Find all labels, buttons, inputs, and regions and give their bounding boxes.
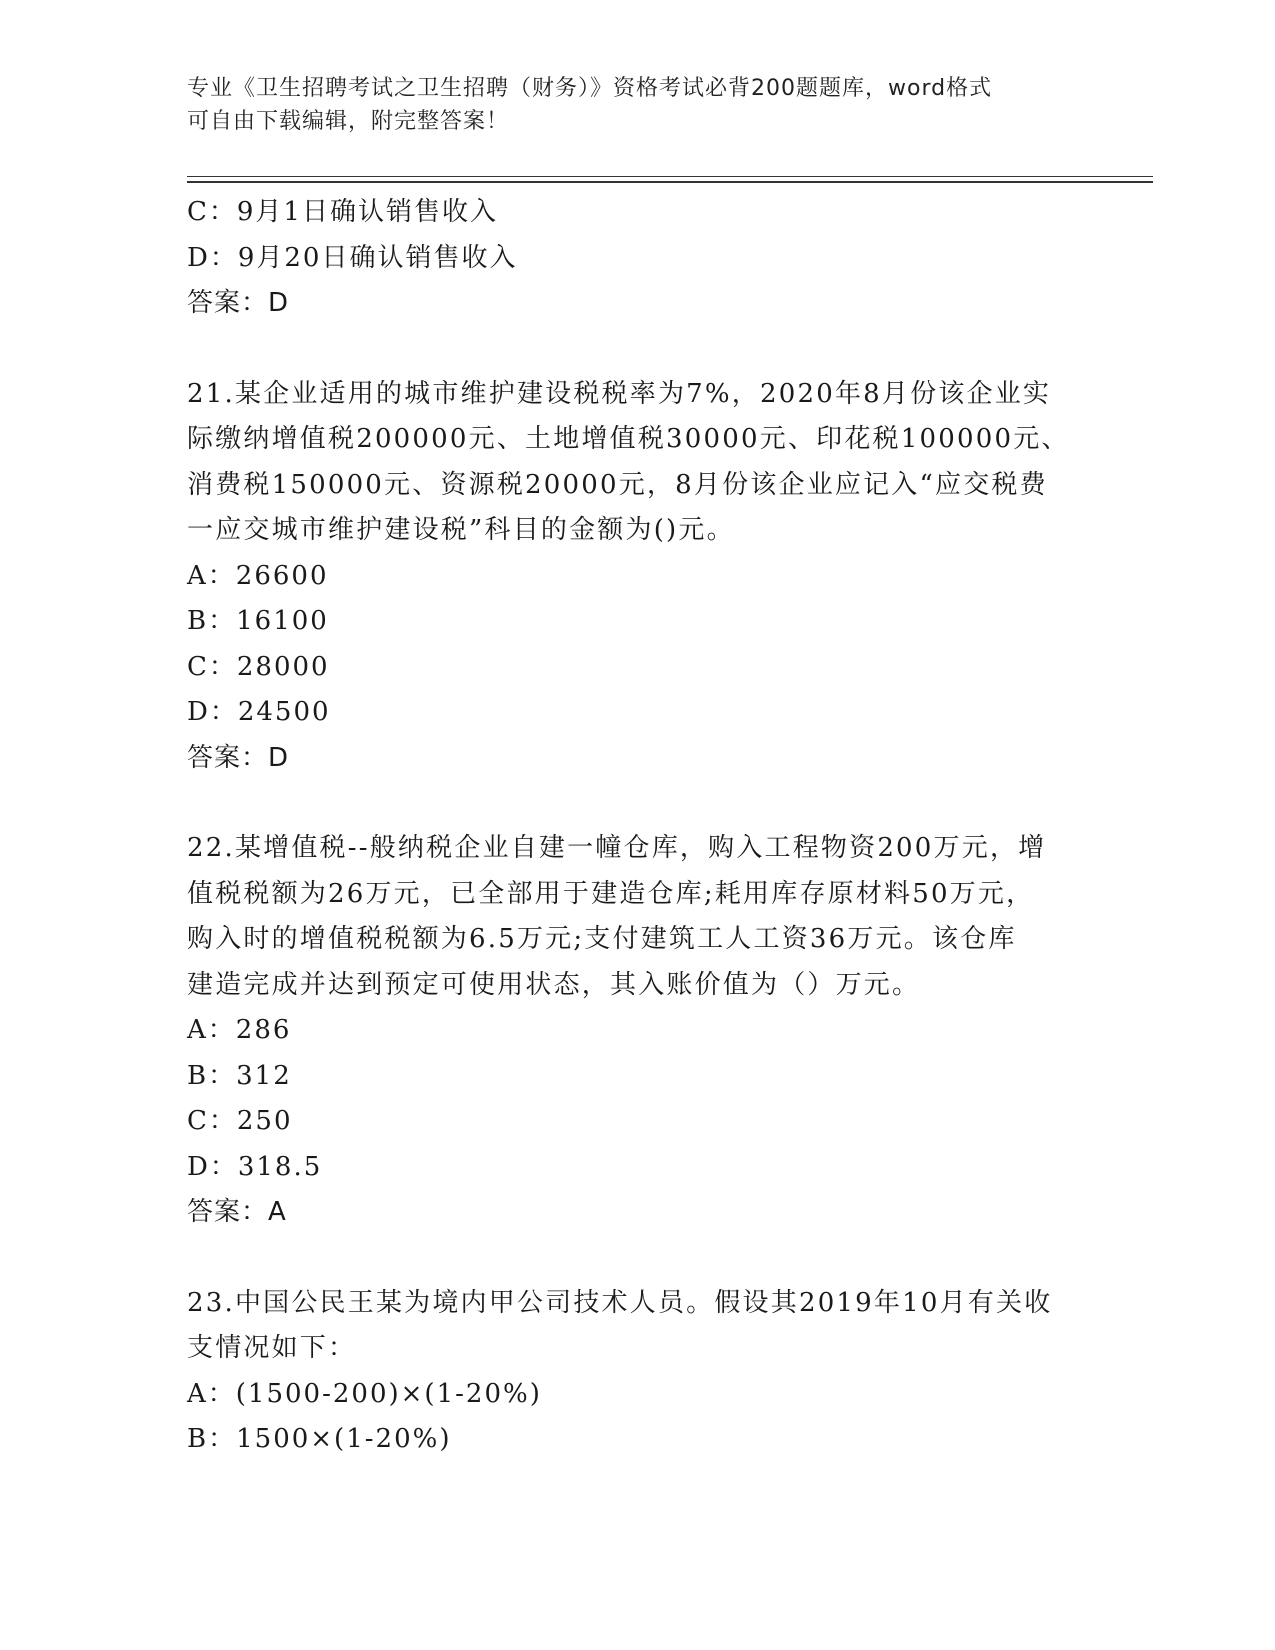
option-d: D：24500: [187, 697, 331, 727]
question-text: [187, 826, 1087, 1008]
question-23: [187, 1281, 1087, 1463]
question-21: [187, 372, 1087, 782]
question-text-line: 消费税150000元、资源税20000元，8月份该企业应记入“应交税费: [187, 469, 1048, 500]
option-a: A：26600: [187, 560, 329, 591]
header-line-1: 专业《卫生招聘考试之卫生招聘（财务）》资格考试必背200题题库，word格式: [187, 76, 993, 101]
question-text-line: 建造完成并达到预定可使用状态，其入账价值为（）万元。: [187, 969, 921, 1000]
question-text-line: 21.某企业适用的城市维护建设税税率为7%，2020年8月份该企业实: [187, 378, 1052, 409]
question-text-line: 值税税额为26万元，已全部用于建造仓库;耗用库存原材料50万元，: [187, 878, 1035, 909]
question-text-line: 际缴纳增值税200000元、土地增值税30000元、印花税100000元、: [187, 424, 1070, 454]
question-20-tail: [187, 190, 1087, 327]
question-text-line: 22.某增值税--般纳税企业自建一幢仓库，购入工程物资200万元，增: [187, 833, 1047, 863]
answer-line: 答案：D: [187, 742, 290, 773]
document-body: [187, 190, 1087, 1463]
option-b: B：16100: [187, 606, 329, 636]
document-header: [187, 72, 1087, 138]
option-a: A：(1500-200)×(1-20%): [187, 1378, 542, 1409]
question-text-line: 支情况如下：: [187, 1333, 357, 1363]
option-c: C：9月1日确认销售收入: [187, 197, 498, 227]
question-text: [187, 1281, 1087, 1372]
option-b: B：312: [187, 1060, 292, 1091]
option-d: D：9月20日确认销售收入: [187, 242, 518, 273]
question-text-line: 购入时的增值税税额为6.5万元;支付建筑工人工资36万元。该仓库: [187, 924, 1017, 954]
question-text-line: 23.中国公民王某为境内甲公司技术人员。假设其2019年10月有关收: [187, 1287, 1053, 1318]
header-rule-thick: [187, 181, 1153, 183]
header-rule-thin: [187, 176, 1153, 177]
option-c: C：28000: [187, 651, 330, 682]
question-text-line: 一应交城市维护建设税”科目的金额为()元。: [187, 515, 735, 545]
header-line-2: 可自由下载编辑，附完整答案！: [187, 109, 510, 134]
option-b: B：1500×(1-20%): [187, 1424, 452, 1454]
option-d: D：318.5: [187, 1151, 323, 1182]
question-text: [187, 372, 1087, 554]
question-22: [187, 826, 1087, 1236]
option-a: A：286: [187, 1015, 292, 1045]
answer-line: 答案：A: [187, 1197, 287, 1227]
answer-line: 答案：D: [187, 288, 290, 318]
option-c: C：250: [187, 1106, 293, 1136]
